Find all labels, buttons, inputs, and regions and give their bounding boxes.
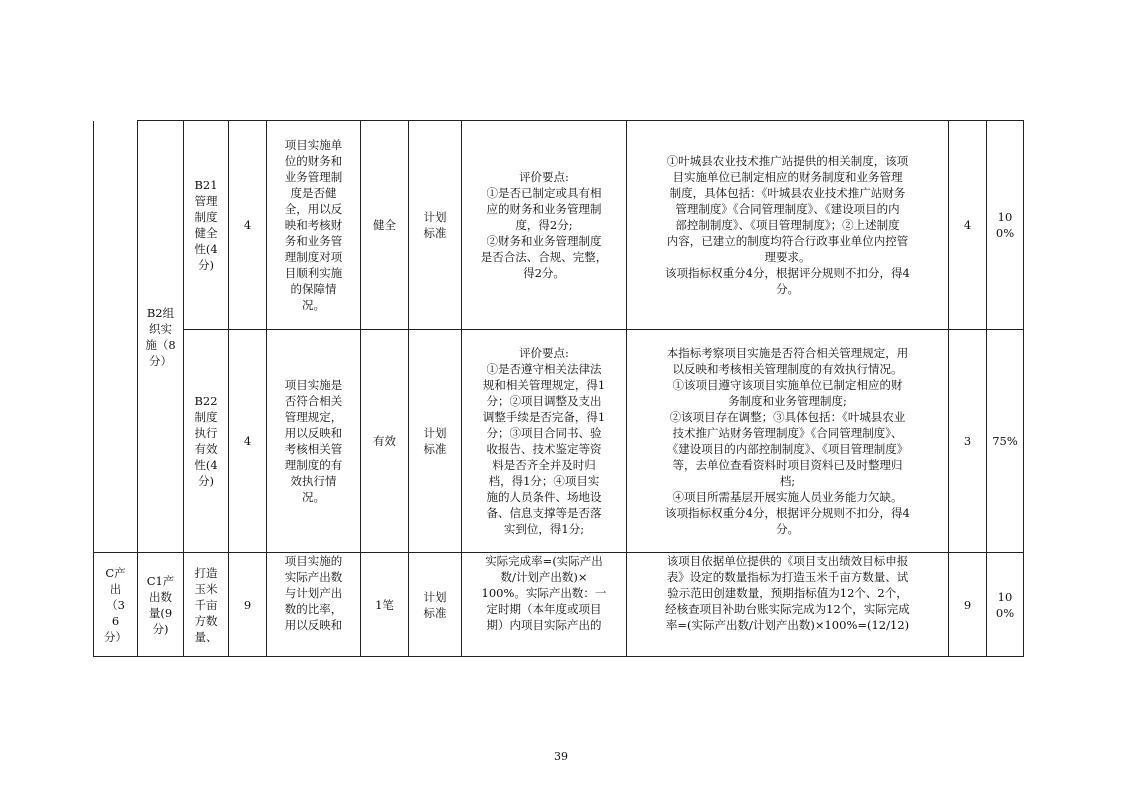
criteria-cell: 评价要点: ①是否已制定或具有相 应的财务和业务管理制 度，得2分; ②财务和业务管理制度 是否合法、合规、完整， 得2分。 — [462, 121, 627, 330]
weight-cell: 9 — [229, 553, 267, 657]
target-cell: 有效 — [361, 330, 409, 553]
score-cell: 3 — [949, 330, 987, 553]
explanation-cell: 项目实施的 实际产出数 与计划产出 数的比率， 用以反映和 — [267, 553, 361, 657]
level1-cell-empty — [94, 121, 138, 553]
criteria-cell: 实际完成率=(实际产出 数/计划产出数)× 100%。实际产出数：一 定时期（本年度或项目 期）内项目实际产出的 — [462, 553, 627, 657]
table-row — [94, 330, 1024, 553]
level3-cell-c11: 打造 玉米 千亩 方数 量、 — [184, 553, 229, 657]
evaluation-table — [93, 120, 1024, 657]
weight-cell: 4 — [229, 121, 267, 330]
level2-cell-c1: C1产 出数 量(9 分) — [138, 553, 184, 657]
level3-cell-b21: B21 管理 制度 健全 性(4 分) — [184, 121, 229, 330]
indicator-table-page — [93, 120, 1024, 657]
analysis-cell: ①叶城县农业技术推广站提供的相关制度，该项 目实施单位已制定相应的财务制度和业务管理 制度，具体包括：《叶城县农业技术推广站财务 管理制度》《合同管理制度》、《建设项目的内 部控制制度》、《项目管理制度》；②上述制度 内容，已建立的制度均符合行政事业单位内控管 理要求。 该项指标权重分4分，根据评分规则不扣分，得4 分。 — [627, 121, 949, 330]
standard-cell: 计划 标准 — [409, 330, 462, 553]
explanation-cell: 项目实施是 否符合相关 管理规定， 用以反映和 考核相关管 理制度的有 效执行情 况。 — [267, 330, 361, 553]
page-number: 39 — [554, 750, 568, 763]
level3-cell-b22: B22 制度 执行 有效 性(4 分) — [184, 330, 229, 553]
level1-cell-c: C产 出 （3 6 分） — [94, 553, 138, 657]
rate-cell: 100% — [987, 121, 1024, 330]
standard-cell: 计划 标准 — [409, 121, 462, 330]
explanation-cell: 项目实施单 位的财务和 业务管理制 度是否健 全，用以反 映和考核财 务和业务管 理制度对项 目顺利实施 的保障情 况。 — [267, 121, 361, 330]
level2-cell-b2: B2组 织实 施（8 分） — [138, 121, 184, 553]
analysis-cell: 本指标考察项目实施是否符合相关管理规定，用 以反映和考核相关管理制度的有效执行情况。 ①该项目遵守该项目实施单位已制定相应的财 务制度和业务管理制度; ②该项目存在调整；③具体包括：《叶城县农业 技术推广站财务管理制度》《合同管理制度》、 《建设项目的内部控制制度》、《项目管理制度》 等，去单位查看资料时项目资料已及时整理归 档; ④项目所需基层开展实施人员业务能力欠缺。 该项指标权重分4分，根据评分规则不扣分，得4 分。 — [627, 330, 949, 553]
table-row — [94, 121, 1024, 330]
rate-cell: 75% — [987, 330, 1024, 553]
score-cell: 4 — [949, 121, 987, 330]
weight-cell: 4 — [229, 330, 267, 553]
target-cell: 健全 — [361, 121, 409, 330]
table-row — [94, 553, 1024, 657]
analysis-cell: 该项目依据单位提供的《项目支出绩效目标申报 表》设定的数量指标为打造玉米千亩方数量、试 验示范田创建数量，预期指标值为12个、2个， 经核查项目补助台账实际完成为12个，实际完成 率=(实际产出数/计划产出数)×100%=(12/12) — [627, 553, 949, 657]
criteria-cell: 评价要点: ①是否遵守相关法律法 规和相关管理规定，得1 分；②项目调整及支出 调整手续是否完备，得1 分；③项目合同书、验 收报告、技术鉴定等资 料是否齐全并及时归 档，得1分；④项目实 施的人员条件、场地设 备、信息支撑等是否落 实到位，得1分; — [462, 330, 627, 553]
standard-cell: 计划 标准 — [409, 553, 462, 657]
rate-cell: 100% — [987, 553, 1024, 657]
score-cell: 9 — [949, 553, 987, 657]
target-cell: 1笔 — [361, 553, 409, 657]
